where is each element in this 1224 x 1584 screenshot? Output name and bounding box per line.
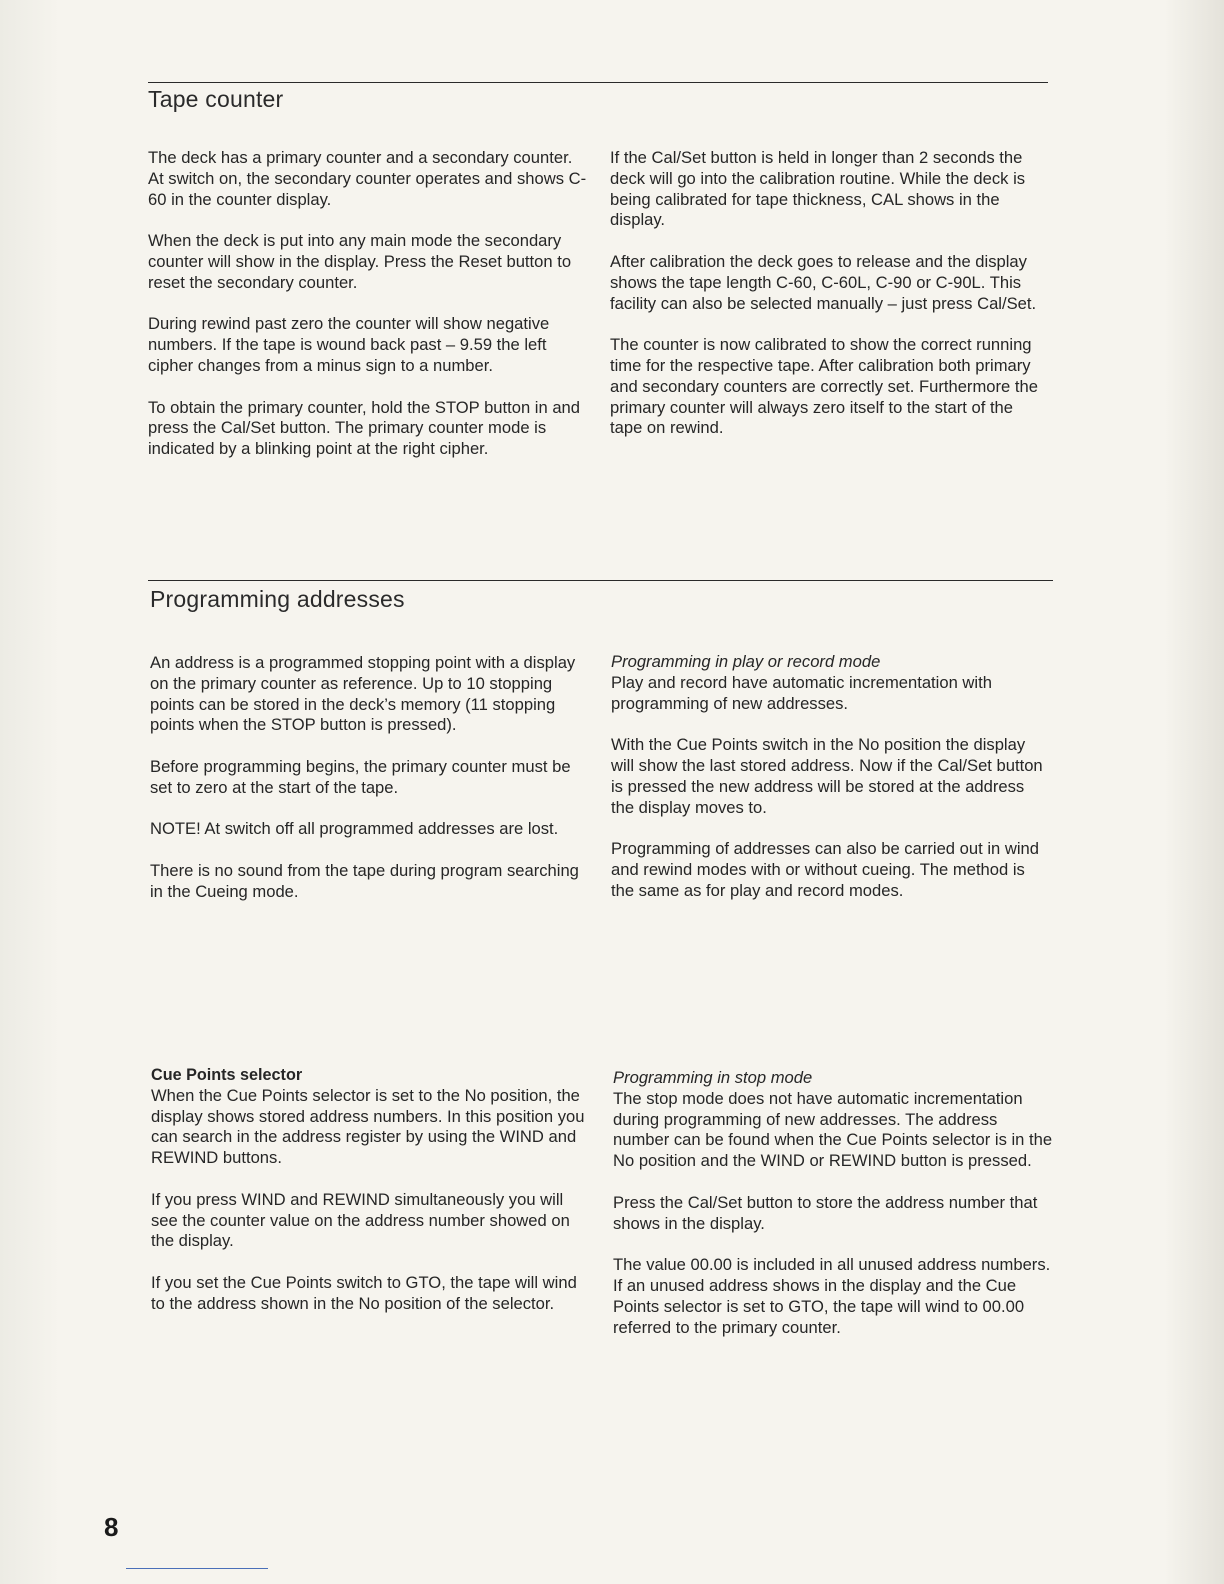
- paragraph: The value 00.00 is included in all unused address numbers. If an unused address shows in the display and the Cue Points selector is set to GTO, the tape will wind to 00.00 referred to the primary counter.: [613, 1255, 1051, 1337]
- tape-counter-right-column: [610, 148, 1048, 460]
- section-rule-programming-addresses: [148, 580, 1053, 581]
- paragraph: When the deck is put into any main mode the secondary counter will show in the display. Press the Reset button to reset the secondary counter.: [148, 231, 572, 292]
- section-title-tape-counter: Tape counter: [148, 86, 284, 112]
- paragraph: NOTE! At switch off all programmed addresses are lost.: [150, 819, 559, 839]
- section-title-programming-addresses: Programming addresses: [150, 586, 405, 612]
- page-right-edge: [1164, 0, 1224, 1584]
- section-rule-tape-counter: [148, 82, 1048, 83]
- page-number: 8: [104, 1512, 119, 1542]
- paragraph: If you press WIND and REWIND simultaneously you will see the counter value on the address number showed on the display.: [151, 1189, 570, 1251]
- paragraph: During rewind past zero the counter will show negative numbers. If the tape is wound back past – 9.59 the left cipher changes from a minus sign to a number.: [148, 314, 550, 375]
- paragraph: An address is a programmed stopping point with a display on the primary counter as reference. Up to 10 stopping points can be stored in the deck’s memory (11 stopping points when the STOP button is pressed).: [150, 653, 576, 735]
- paragraph: The stop mode does not have automatic incrementation during programming of new addresses. The address number can be found when the Cue Points selector is in the No position and the WIND or REWIND button is pressed.: [613, 1088, 1053, 1171]
- paragraph: After calibration the deck goes to release and the display shows the tape length C-60, C-60L, C-90 or C-90L. This facility can also be selected manually – just press Cal/Set.: [610, 251, 1037, 313]
- tape-counter-left-column: [148, 148, 588, 481]
- footer-rule: [126, 1568, 268, 1569]
- paragraph: Before programming begins, the primary counter must be set to zero at the start of the tape.: [150, 756, 571, 797]
- subheading-stop-mode: Programming in stop mode: [613, 1068, 813, 1087]
- programming-addresses-right-column: [611, 652, 1051, 922]
- paragraph: The counter is now calibrated to show the correct running time for the respective tape. After calibration both primary and secondary counters are correctly set. Furthermore the primary counter will always zero itself to the start of the tape on rewind.: [610, 335, 1038, 438]
- paragraph: To obtain the primary counter, hold the STOP button in and press the Cal/Set button. The primary counter mode is indicated by a blinking point at the right cipher.: [148, 397, 581, 459]
- page-binding-edge: [0, 0, 60, 1584]
- programming-addresses-left-column: [150, 653, 590, 923]
- stop-mode-right-column: [613, 1068, 1053, 1359]
- paragraph: If you set the Cue Points switch to GTO, the tape will wind to the address shown in the No position of the selector.: [151, 1272, 577, 1313]
- paragraph: Press the Cal/Set button to store the address number that shows in the display.: [613, 1192, 1038, 1233]
- paragraph: Programming of addresses can also be carried out in wind and rewind modes with or without cueing. The method is the same as for play and record modes.: [611, 839, 1039, 900]
- paragraph: If the Cal/Set button is held in longer than 2 seconds the deck will go into the calibration routine. While the deck is being calibrated for tape thickness, CAL shows in the display.: [610, 148, 1026, 230]
- subheading-cue-points-selector: Cue Points selector: [151, 1066, 303, 1084]
- paragraph: Play and record have automatic incrementation with programming of new addresses.: [611, 672, 992, 713]
- paragraph: The deck has a primary counter and a secondary counter. At switch on, the secondary counter operates and shows C-60 in the counter display.: [148, 148, 587, 209]
- paragraph: With the Cue Points switch in the No position the display will show the last stored address. Now if the Cal/Set button is pressed the new address will be stored at the address the display moves to.: [611, 735, 1043, 817]
- cue-points-left-column: [151, 1065, 591, 1335]
- paragraph: When the Cue Points selector is set to the No position, the display shows stored address numbers. In this position you can search in the address register by using the WIND and REWIND buttons.: [151, 1085, 585, 1168]
- subheading-play-record-mode: Programming in play or record mode: [611, 652, 881, 671]
- paragraph: There is no sound from the tape during program searching in the Cueing mode.: [150, 860, 579, 901]
